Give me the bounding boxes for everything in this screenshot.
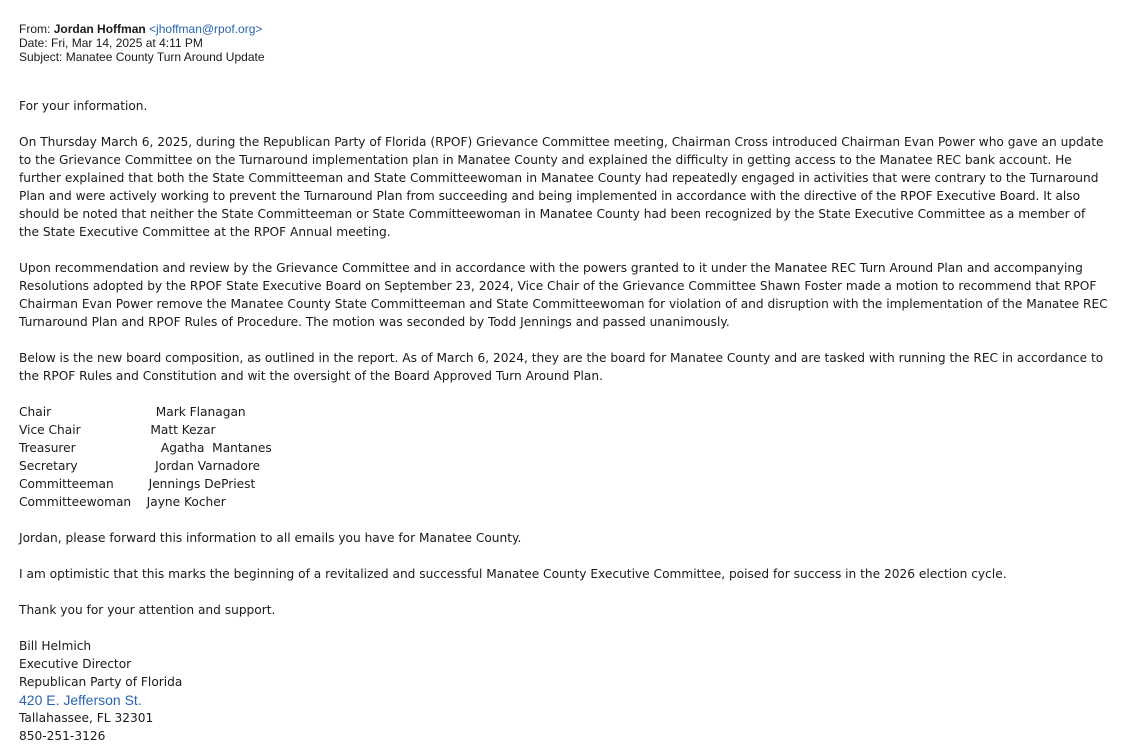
roster-row [19, 439, 1109, 457]
signature-city: Tallahassee, FL 32301 [19, 711, 154, 725]
date-label: Date: [19, 36, 48, 50]
roster-role: Secretary [19, 459, 78, 473]
roster-role: Vice Chair [19, 423, 81, 437]
paragraph-forward-request: Jordan, please forward this information to all emails you have for Manatee County. [19, 531, 522, 545]
from-label: From: [19, 22, 51, 36]
signature-title: Executive Director [19, 657, 132, 671]
subject-row [19, 50, 265, 64]
signature-phone: 850-251-3126 [19, 729, 106, 743]
roster-person: Jordan Varnadore [155, 459, 261, 473]
roster-role: Chair [19, 405, 52, 419]
roster-role: Committeewoman [19, 495, 132, 509]
signature-name: Bill Helmich [19, 639, 92, 653]
roster-person: Mark Flanagan [155, 405, 246, 419]
roster-person: Jayne Kocher [146, 495, 226, 509]
sender-name: Jordan Hoffman [53, 22, 146, 36]
roster-row [19, 403, 1109, 421]
roster-person: Jennings DePriest [148, 477, 256, 491]
date-row [19, 36, 265, 50]
date-value: Fri, Mar 14, 2025 at 4:11 PM [51, 36, 203, 50]
roster-row [19, 457, 1109, 475]
roster-row [19, 475, 1109, 493]
paragraph-grievance-meeting: On Thursday March 6, 2025, during the Republican Party of Florida (RPOF) Grievance Committee meeting, Chairman Cross introduced Chairman Evan Power who gave an update to the Grievance Committee on the Turnaround implementation plan in Manatee County and explained the difficulty in getting access to the Manatee REC bank account. He further explained that both the State Committeeman and State Committeewoman in Manatee County had repeatedly engaged in activities that were contrary to the Turnaround Plan and were actively working to prevent the Turnaround Plan from succeeding and being implemented in accordance with the directive of the RPOF Executive Board. It also should be noted that neither the State Committeeman or State Committeewoman in Manatee County had been recognized by the State Executive Committee as a member of the State Executive Committee at the RPOF Annual meeting. [19, 135, 1104, 239]
greeting: For your information. [19, 99, 148, 113]
paragraph-motion: Upon recommendation and review by the Grievance Committee and in accordance with the powers granted to it under the Manatee REC Turn Around Plan and accompanying Resolutions adopted by the RPOF State Executive Board on September 23, 2024, Vice Chair of the Grievance Committee Shawn Foster made a motion to recommend that RPOF Chairman Evan Power remove the Manatee County State Committeeman and State Committeewoman for violation of and disruption with the implementation of the Manatee REC Turnaround Plan and RPOF Rules of Procedure. The motion was seconded by Todd Jennings and passed unanimously. [19, 261, 1108, 329]
subject-value: Manatee County Turn Around Update [65, 50, 265, 64]
board-roster [19, 403, 1109, 511]
roster-row [19, 493, 1109, 511]
signature-org: Republican Party of Florida [19, 675, 183, 689]
subject-label: Subject: [19, 50, 63, 64]
from-row [19, 22, 265, 36]
signature-block [19, 637, 1109, 745]
paragraph-board-composition: Below is the new board composition, as outlined in the report. As of March 6, 2024, they are the board for Manatee County and are tasked with running the REC in accordance to the RPOF Rules and Constitution and wit the oversight of the Board Approved Turn Around Plan. [19, 351, 1104, 383]
roster-role: Treasurer [19, 441, 76, 455]
email-header [19, 22, 265, 64]
sender-email-link[interactable]: <jhoffman@rpof.org> [149, 22, 263, 36]
paragraph-thanks: Thank you for your attention and support. [19, 603, 276, 617]
paragraph-optimism: I am optimistic that this marks the beginning of a revitalized and successful Manatee County Executive Committee, poised for success in the 2026 election cycle. [19, 567, 1007, 581]
email-body [19, 97, 1109, 745]
signature-street-link[interactable]: 420 E. Jefferson St. [19, 692, 142, 708]
roster-person: Agatha Mantanes [160, 441, 272, 455]
roster-role: Committeeman [19, 477, 114, 491]
roster-row [19, 421, 1109, 439]
roster-person: Matt Kezar [150, 423, 216, 437]
